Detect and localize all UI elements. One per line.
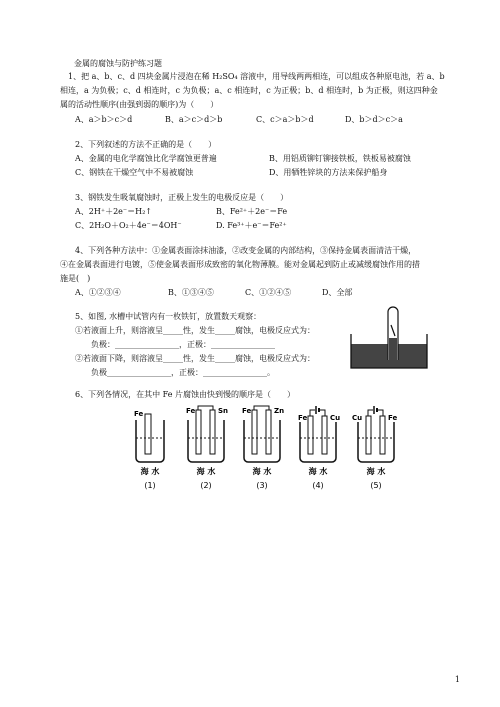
q6-beaker-1-number: (1) bbox=[144, 481, 156, 490]
q1-line-3: 属的活动性顺序(由强到弱的顺序)为（ ） bbox=[60, 100, 219, 109]
q3-option-a: A、2H⁺＋2e⁻＝H₂↑ bbox=[75, 207, 152, 216]
q1-option-a: A、a＞b＞c＞d bbox=[75, 115, 133, 124]
q6-beaker-3-wire bbox=[254, 406, 269, 410]
q4-option-a: A、①②③④ bbox=[75, 288, 121, 297]
q4-line-3: 施是( ) bbox=[60, 274, 91, 283]
q2-stem: 2、下列叙述的方法不正确的是（ ） bbox=[75, 140, 217, 149]
q5-line-4: ②若液面下降，则溶液呈_____性，发生_____腐蚀，电极反应式为： bbox=[75, 354, 315, 363]
q3-option-b: B、Fe²⁺＋2e⁻＝Fe bbox=[216, 207, 288, 216]
q3-option-d: D. Fe³⁺＋e⁻＝Fe²⁺ bbox=[216, 221, 287, 230]
q5-line-2: ①若液面上升，则溶液呈_____性，发生_____腐蚀，电极反应式为： bbox=[75, 326, 315, 335]
q6-beaker-5-electrode-2 bbox=[380, 416, 385, 454]
q6-beaker-5-number: (5) bbox=[370, 481, 382, 490]
q4-option-c: C、①②④⑤ bbox=[245, 288, 292, 297]
q6-beaker-4-electrode-1 bbox=[308, 416, 313, 454]
q6-beaker-1 bbox=[134, 410, 164, 490]
q6-beaker-2-wire bbox=[198, 406, 213, 410]
q6-beaker-2 bbox=[186, 406, 228, 490]
q6-beaker-4-electrode-2 bbox=[322, 416, 327, 454]
page-title: 金属的腐蚀与防护练习题 bbox=[74, 59, 162, 68]
q6-beaker-2-label-2: Sn bbox=[218, 407, 229, 415]
q2-option-d: D、用牺牲锌块的方法来保护船身 bbox=[269, 168, 388, 177]
q6-beaker-5-label-2: Fe bbox=[388, 414, 398, 422]
q6-figure bbox=[130, 404, 410, 494]
q6-beaker-3-label-1: Fe bbox=[242, 407, 252, 415]
q6-beaker-3 bbox=[242, 406, 284, 490]
q6-beaker-2-electrode-2 bbox=[210, 410, 215, 454]
q6-beaker-2-glass bbox=[188, 420, 224, 462]
q6-beaker-4-glass bbox=[300, 422, 336, 462]
q2-option-c: C、钢铁在干燥空气中不易被腐蚀 bbox=[75, 168, 194, 177]
q6-beaker-5 bbox=[352, 406, 397, 490]
q6-beaker-4-label-2: Cu bbox=[330, 414, 341, 422]
q3-stem: 3、钢铁发生吸氧腐蚀时，正极上发生的电极反应是（ ） bbox=[75, 193, 289, 202]
q6-beaker-5-label-1: Cu bbox=[352, 414, 363, 422]
q6-stem: 6、下列各情况，在其中 Fe 片腐蚀由快到慢的顺序是（ ） bbox=[75, 390, 296, 399]
q1-line-1: 1、把 a、b、c、d 四块金属片浸泡在稀 H₂SO₄ 溶液中，用导线两两相连，可以组成各种原电池，若 a、b bbox=[68, 72, 445, 81]
q4-option-d: D、全部 bbox=[322, 288, 353, 297]
q6-beaker-4-liquid: 海 水 bbox=[308, 467, 328, 476]
q4-line-2: ④在金属表面进行电镀，⑤使金属表面形成致密的氧化物薄膜。能对金属起到防止或减缓腐蚀作用的措 bbox=[60, 260, 420, 269]
q1-line-2: 相连，a 为负极；c、d 相连时，c 为负极；a、c 相连时，c 为正极；b、d 相连时，b 为正极，则这四种金 bbox=[60, 86, 438, 95]
q5-line-1: 5、如图, 水槽中试管内有一枚铁钉，放置数天观察： bbox=[75, 312, 262, 321]
q6-beaker-4-label-1: Fe bbox=[298, 414, 308, 422]
q6-beaker-5-electrode-1 bbox=[366, 416, 371, 454]
q4-option-b: B、①③④⑤ bbox=[168, 288, 214, 297]
q6-beaker-3-number: (3) bbox=[256, 481, 268, 490]
q6-beaker-3-electrode-1 bbox=[252, 410, 257, 454]
q6-beaker-5-wire bbox=[368, 410, 383, 416]
q6-beaker-3-glass bbox=[244, 420, 280, 462]
q6-beaker-4 bbox=[298, 406, 340, 490]
q6-beaker-4-number: (4) bbox=[312, 481, 324, 490]
q1-option-b: B、a＞c＞d＞b bbox=[165, 115, 223, 124]
q5-line-3: 负极：________________，正极：________________ bbox=[91, 340, 275, 349]
q6-beaker-1-label-1: Fe bbox=[134, 410, 144, 418]
q6-beaker-2-label-1: Fe bbox=[186, 407, 196, 415]
q6-beaker-1-electrode bbox=[145, 414, 151, 454]
q2-option-a: A、金属的电化学腐蚀比化学腐蚀更普遍 bbox=[75, 154, 217, 163]
q6-beaker-3-electrode-2 bbox=[266, 410, 271, 454]
q6-beaker-2-number: (2) bbox=[200, 481, 212, 490]
q3-option-c: C、2H₂O＋O₂＋4e⁻＝4OH⁻ bbox=[75, 221, 182, 230]
q6-beaker-3-label-2: Zn bbox=[274, 407, 285, 415]
q5-figure bbox=[350, 306, 435, 371]
page-number: 1 bbox=[454, 675, 460, 684]
q6-beaker-4-wire bbox=[310, 410, 325, 416]
q6-beaker-5-liquid: 海 水 bbox=[366, 467, 386, 476]
q1-option-d: D、b＞d＞c＞a bbox=[345, 115, 403, 124]
q6-beaker-3-liquid: 海 水 bbox=[252, 467, 272, 476]
q5-tube-water bbox=[389, 338, 397, 360]
q6-beaker-2-liquid: 海 水 bbox=[196, 467, 216, 476]
q6-beaker-1-liquid: 海 水 bbox=[140, 467, 160, 476]
q5-line-5: 负极________________，正极：________________。 bbox=[91, 368, 275, 377]
q6-beaker-2-electrode-1 bbox=[196, 410, 201, 454]
q2-option-b: B、用铝质铆钉铆接铁板，铁板易被腐蚀 bbox=[269, 154, 411, 163]
q6-beaker-5-glass bbox=[358, 422, 394, 462]
q1-option-c: C、c＞a＞b＞d bbox=[256, 115, 314, 124]
q4-line-1: 4、下列各种方法中：①金属表面涂抹油漆，②改变金属的内部结构，③保持金属表面清洁干燥， bbox=[75, 246, 417, 255]
